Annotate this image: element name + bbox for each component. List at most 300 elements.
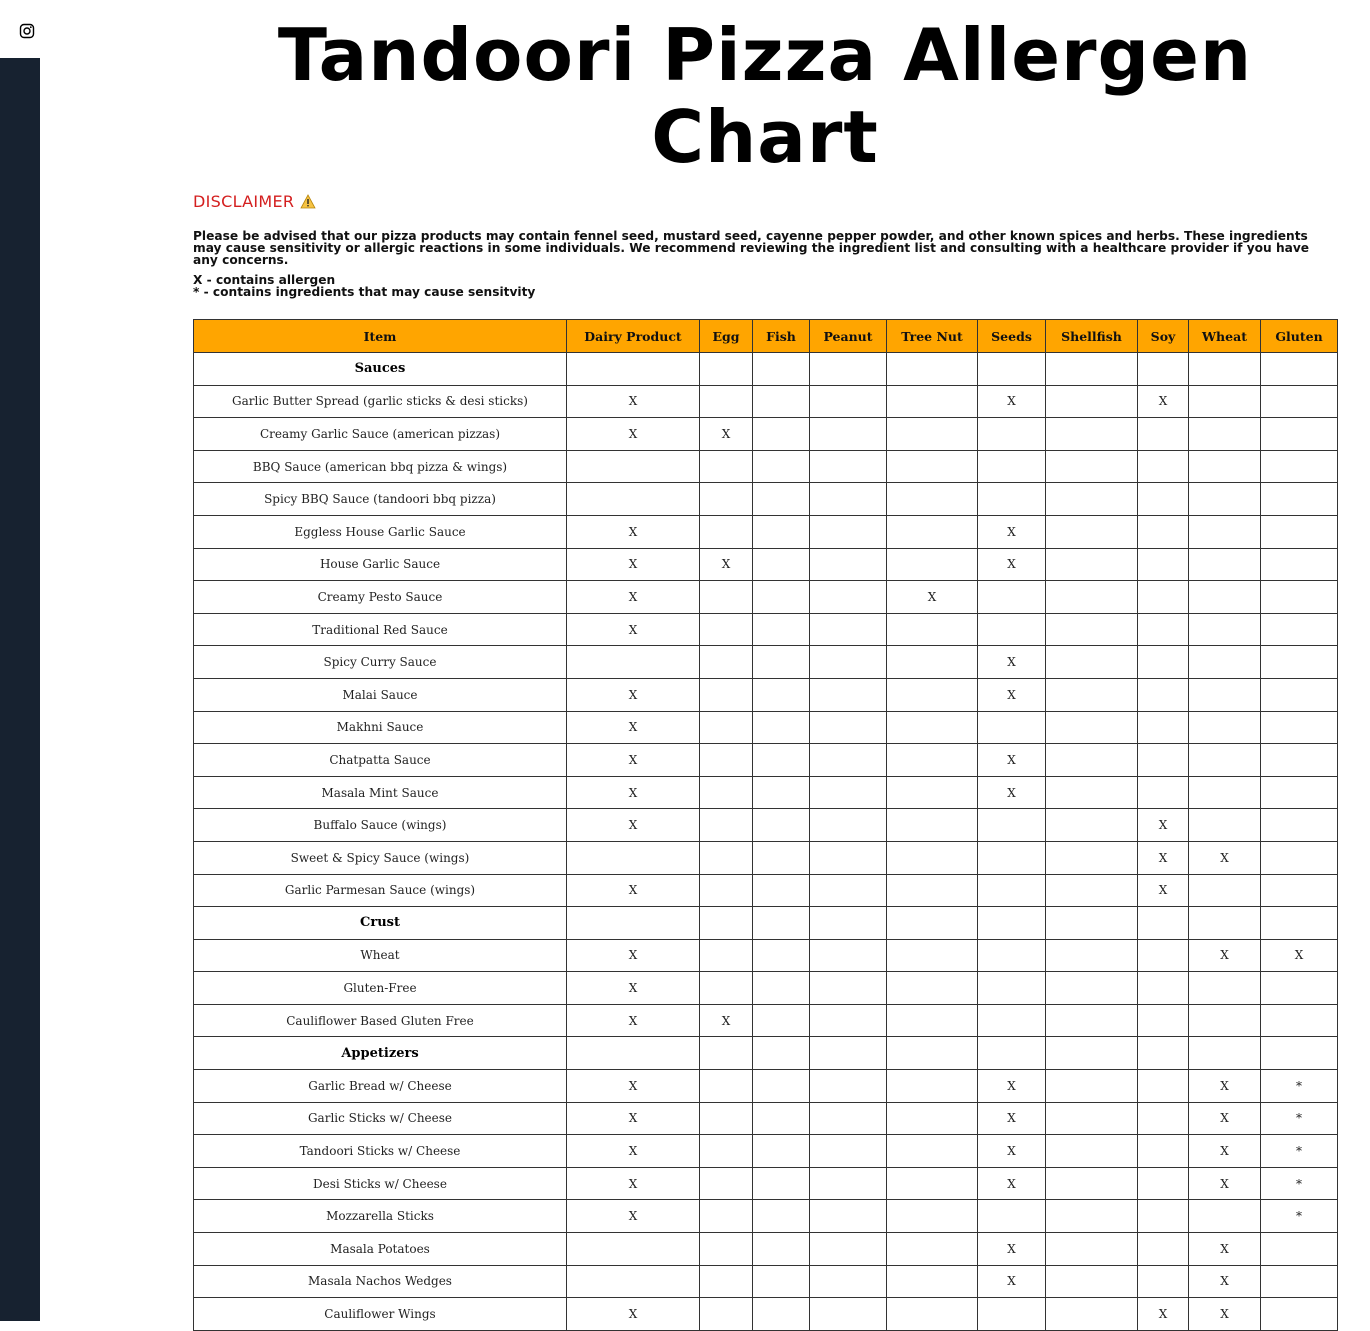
allergen-cell [700,841,753,874]
item-name: Spicy Curry Sauce [194,646,567,679]
item-name: Malai Sauce [194,678,567,711]
allergen-cell [1189,418,1261,451]
item-name: Creamy Pesto Sauce [194,581,567,614]
allergen-cell [700,581,753,614]
allergen-cell: X [567,385,700,418]
allergen-cell [1261,418,1338,451]
table-row [194,744,1338,777]
allergen-cell [567,1233,700,1266]
allergen-cell [978,581,1046,614]
item-name: Spicy BBQ Sauce (tandoori bbq pizza) [194,483,567,516]
allergen-cell [753,548,810,581]
allergen-cell [1138,483,1189,516]
allergen-cell [1046,1233,1138,1266]
allergen-cell: X [1189,1070,1261,1103]
item-name: Traditional Red Sauce [194,613,567,646]
allergen-cell: X [567,613,700,646]
allergen-cell [753,613,810,646]
item-name: Wheat [194,939,567,972]
allergen-cell [1046,1167,1138,1200]
allergen-cell [1046,1135,1138,1168]
allergen-cell [978,711,1046,744]
allergen-cell [978,1298,1046,1331]
allergen-cell: X [567,515,700,548]
allergen-cell [753,1004,810,1037]
allergen-cell: X [567,939,700,972]
allergen-cell [1261,581,1338,614]
table-row [194,874,1338,907]
allergen-cell [1138,711,1189,744]
allergen-cell [887,646,978,679]
allergen-cell [1189,450,1261,483]
allergen-cell [810,907,887,940]
allergen-cell [567,450,700,483]
allergen-cell [1138,1167,1189,1200]
allergen-cell [753,1265,810,1298]
allergen-cell [887,418,978,451]
allergen-cell [810,1102,887,1135]
allergen-cell [1046,450,1138,483]
allergen-cell [700,874,753,907]
allergen-cell: X [1189,1233,1261,1266]
allergen-cell [1261,1298,1338,1331]
allergen-cell [1046,907,1138,940]
allergen-cell [1261,972,1338,1005]
allergen-cell [753,1102,810,1135]
allergen-cell [1261,711,1338,744]
table-row [194,939,1338,972]
column-header: Item [194,320,567,353]
allergen-cell [887,1135,978,1168]
allergen-cell [887,711,978,744]
allergen-table [193,319,1338,1331]
allergen-cell [1189,613,1261,646]
allergen-cell [887,1298,978,1331]
allergen-cell: X [567,1102,700,1135]
allergen-cell [1138,353,1189,386]
table-row [194,1265,1338,1298]
table-row [194,1167,1338,1200]
allergen-cell [887,972,978,1005]
allergen-cell [1189,1037,1261,1070]
allergen-cell [887,515,978,548]
allergen-cell [567,483,700,516]
allergen-cell [1261,744,1338,777]
allergen-cell [810,353,887,386]
item-name: Creamy Garlic Sauce (american pizzas) [194,418,567,451]
allergen-cell [1261,1037,1338,1070]
allergen-cell [700,744,753,777]
allergen-cell [753,353,810,386]
allergen-cell [1046,613,1138,646]
allergen-cell [753,1233,810,1266]
allergen-cell: X [1189,1167,1261,1200]
allergen-cell [1138,515,1189,548]
allergen-cell [1138,678,1189,711]
allergen-cell: * [1261,1070,1338,1103]
allergen-cell [1138,972,1189,1005]
allergen-cell [1046,1265,1138,1298]
allergen-cell [810,418,887,451]
allergen-cell [753,678,810,711]
allergen-cell: X [978,678,1046,711]
allergen-cell [1189,1200,1261,1233]
allergen-cell [1189,809,1261,842]
disclaimer-text: Please be advised that our pizza products may contain fennel seed, mustard seed, cayenne pepper powder, and other known spices and herbs. These ingredients may cause sensitivity or allergic reactions in some individuals. We recommend reviewing the ingredient list and consulting with a healthcare provider if you have any concerns. [193,229,1310,267]
instagram-icon[interactable] [19,23,35,39]
item-name: Garlic Parmesan Sauce (wings) [194,874,567,907]
allergen-cell: X [1189,1135,1261,1168]
section-label: Appetizers [194,1037,567,1070]
allergen-cell: X [567,418,700,451]
allergen-cell [753,581,810,614]
allergen-cell: X [700,418,753,451]
allergen-cell [1189,515,1261,548]
allergen-cell [1138,1102,1189,1135]
item-name: Cauliflower Wings [194,1298,567,1331]
allergen-cell [1261,613,1338,646]
column-header: Gluten [1261,320,1338,353]
table-row [194,450,1338,483]
allergen-cell [1138,1135,1189,1168]
table-row [194,1102,1338,1135]
allergen-cell: X [1138,385,1189,418]
item-name: Tandoori Sticks w/ Cheese [194,1135,567,1168]
allergen-cell [700,385,753,418]
allergen-cell [1046,548,1138,581]
allergen-cell [753,907,810,940]
allergen-cell [810,581,887,614]
allergen-cell [810,776,887,809]
section-row [194,907,1338,940]
allergen-cell [978,483,1046,516]
allergen-cell [887,1004,978,1037]
allergen-cell: X [1261,939,1338,972]
allergen-cell [810,874,887,907]
allergen-cell [753,776,810,809]
allergen-cell [887,1233,978,1266]
table-row [194,1135,1338,1168]
allergen-cell [887,1037,978,1070]
allergen-cell [887,353,978,386]
allergen-cell [1138,1004,1189,1037]
allergen-cell [753,515,810,548]
allergen-cell [810,1135,887,1168]
disclaimer-heading [193,192,316,214]
allergen-cell [753,939,810,972]
allergen-cell [567,841,700,874]
allergen-cell [887,678,978,711]
allergen-cell [1261,385,1338,418]
allergen-cell [978,841,1046,874]
allergen-cell [887,1102,978,1135]
item-name: Chatpatta Sauce [194,744,567,777]
allergen-cell [887,939,978,972]
allergen-cell [700,1233,753,1266]
allergen-cell [810,1265,887,1298]
allergen-cell [1046,1037,1138,1070]
allergen-cell [810,1298,887,1331]
legend-allergen: X - contains allergen [193,273,336,287]
section-row [194,353,1338,386]
allergen-cell [810,678,887,711]
allergen-cell [567,646,700,679]
allergen-cell [1189,1004,1261,1037]
allergen-cell [1138,450,1189,483]
allergen-cell [1189,646,1261,679]
allergen-cell [700,809,753,842]
section-label: Sauces [194,353,567,386]
section-label: Crust [194,907,567,940]
allergen-cell [887,776,978,809]
allergen-cell [753,646,810,679]
allergen-cell [700,646,753,679]
item-name: Garlic Sticks w/ Cheese [194,1102,567,1135]
allergen-cell [1138,1233,1189,1266]
disclaimer-heading-label: DISCLAIMER [193,192,295,211]
allergen-cell [1189,581,1261,614]
allergen-cell [887,1265,978,1298]
allergen-cell [753,418,810,451]
warning-icon [300,194,316,214]
allergen-cell [700,1102,753,1135]
allergen-cell [1261,483,1338,516]
allergen-cell: X [978,548,1046,581]
table-row [194,418,1338,451]
allergen-cell: X [1189,1298,1261,1331]
item-name: Gluten-Free [194,972,567,1005]
table-row [194,1070,1338,1103]
allergen-cell [753,385,810,418]
allergen-cell: X [567,776,700,809]
item-name: Garlic Butter Spread (garlic sticks & desi sticks) [194,385,567,418]
allergen-cell [1261,678,1338,711]
allergen-cell [1046,744,1138,777]
allergen-cell [753,1135,810,1168]
allergen-cell: X [567,1004,700,1037]
allergen-cell [1189,353,1261,386]
allergen-cell [1046,678,1138,711]
allergen-cell [700,1070,753,1103]
allergen-cell [978,1004,1046,1037]
allergen-cell: X [978,385,1046,418]
allergen-cell: X [567,809,700,842]
table-body [194,353,1338,1331]
column-header: Shellfish [1046,320,1138,353]
allergen-cell [1138,744,1189,777]
table-row [194,1200,1338,1233]
allergen-cell [700,1265,753,1298]
allergen-cell [753,1167,810,1200]
allergen-cell [753,1298,810,1331]
allergen-cell [1046,515,1138,548]
column-header: Peanut [810,320,887,353]
allergen-cell [753,483,810,516]
allergen-cell [1138,418,1189,451]
allergen-cell [753,1037,810,1070]
allergen-cell [1046,874,1138,907]
allergen-cell [567,1265,700,1298]
allergen-cell [810,744,887,777]
allergen-cell [810,483,887,516]
item-name: BBQ Sauce (american bbq pizza & wings) [194,450,567,483]
allergen-cell [700,1037,753,1070]
allergen-cell [978,1200,1046,1233]
allergen-cell: * [1261,1102,1338,1135]
table-row [194,1298,1338,1331]
allergen-cell [810,515,887,548]
allergen-cell [810,613,887,646]
sidebar [0,58,40,1321]
allergen-cell [978,613,1046,646]
allergen-cell [1189,776,1261,809]
allergen-cell [1261,809,1338,842]
item-name: House Garlic Sauce [194,548,567,581]
allergen-cell [1138,776,1189,809]
item-name: Buffalo Sauce (wings) [194,809,567,842]
allergen-cell [1261,907,1338,940]
allergen-cell [1046,646,1138,679]
allergen-cell [1189,874,1261,907]
section-row [194,1037,1338,1070]
allergen-cell: X [567,744,700,777]
allergen-cell [1046,939,1138,972]
allergen-cell: * [1261,1200,1338,1233]
allergen-cell [1189,548,1261,581]
table-row [194,613,1338,646]
allergen-cell [810,939,887,972]
allergen-cell: X [978,1265,1046,1298]
allergen-cell: X [978,744,1046,777]
allergen-cell: X [700,1004,753,1037]
allergen-cell [1046,581,1138,614]
item-name: Cauliflower Based Gluten Free [194,1004,567,1037]
allergen-cell [753,874,810,907]
allergen-cell [1189,972,1261,1005]
item-name: Eggless House Garlic Sauce [194,515,567,548]
allergen-cell [1046,353,1138,386]
allergen-cell [887,874,978,907]
allergen-cell [810,1004,887,1037]
allergen-cell [1138,939,1189,972]
item-name: Makhni Sauce [194,711,567,744]
allergen-cell: X [567,548,700,581]
allergen-cell [1261,353,1338,386]
allergen-cell [753,841,810,874]
legend-sensitivity: * - contains ingredients that may cause sensitvity [193,285,536,299]
allergen-cell [1138,613,1189,646]
allergen-cell: X [978,1102,1046,1135]
allergen-cell [810,841,887,874]
allergen-cell: X [1189,1265,1261,1298]
allergen-cell [1138,1200,1189,1233]
allergen-cell [700,939,753,972]
table-row [194,515,1338,548]
column-header: Soy [1138,320,1189,353]
allergen-cell: X [1189,939,1261,972]
column-header: Dairy Product [567,320,700,353]
allergen-cell [1046,418,1138,451]
allergen-cell [978,809,1046,842]
table-row [194,972,1338,1005]
table-row [194,711,1338,744]
allergen-cell [887,744,978,777]
column-header: Wheat [1189,320,1261,353]
table-row [194,1004,1338,1037]
allergen-cell [1138,907,1189,940]
allergen-cell [810,548,887,581]
table-row [194,841,1338,874]
legend [193,274,535,298]
table-row [194,1233,1338,1266]
allergen-cell [1261,548,1338,581]
allergen-cell [700,711,753,744]
allergen-cell: X [567,972,700,1005]
allergen-cell: X [567,581,700,614]
allergen-cell: X [1189,1102,1261,1135]
allergen-cell [700,353,753,386]
column-header: Seeds [978,320,1046,353]
allergen-cell [887,1167,978,1200]
allergen-cell [1046,483,1138,516]
allergen-cell [1046,1200,1138,1233]
table-row [194,646,1338,679]
allergen-cell: X [700,548,753,581]
table-row [194,385,1338,418]
allergen-cell [753,744,810,777]
allergen-cell: X [1138,809,1189,842]
table-row [194,483,1338,516]
allergen-cell: X [887,581,978,614]
allergen-cell [887,483,978,516]
allergen-cell [810,809,887,842]
allergen-cell: X [567,874,700,907]
allergen-cell: X [567,711,700,744]
allergen-cell [1261,450,1338,483]
item-name: Mozzarella Sticks [194,1200,567,1233]
allergen-cell [1138,548,1189,581]
item-name: Garlic Bread w/ Cheese [194,1070,567,1103]
allergen-cell [700,1135,753,1168]
allergen-cell [887,385,978,418]
allergen-cell [700,515,753,548]
allergen-cell [1046,841,1138,874]
allergen-cell [978,1037,1046,1070]
allergen-cell: X [567,1167,700,1200]
allergen-cell [810,385,887,418]
page-title: Tandoori Pizza Allergen Chart [277,13,1253,179]
allergen-cell [1138,1037,1189,1070]
table-row [194,548,1338,581]
allergen-cell [1046,1070,1138,1103]
allergen-cell [1189,711,1261,744]
allergen-cell [1046,809,1138,842]
item-name: Sweet & Spicy Sauce (wings) [194,841,567,874]
allergen-cell [700,776,753,809]
allergen-cell [1046,711,1138,744]
allergen-cell [567,353,700,386]
allergen-cell [1261,1233,1338,1266]
allergen-cell [1138,1070,1189,1103]
allergen-cell [1046,1102,1138,1135]
allergen-cell: X [1189,841,1261,874]
allergen-cell [810,1070,887,1103]
allergen-cell: X [978,646,1046,679]
column-header: Fish [753,320,810,353]
allergen-cell [978,450,1046,483]
allergen-cell [810,1200,887,1233]
allergen-cell [700,907,753,940]
